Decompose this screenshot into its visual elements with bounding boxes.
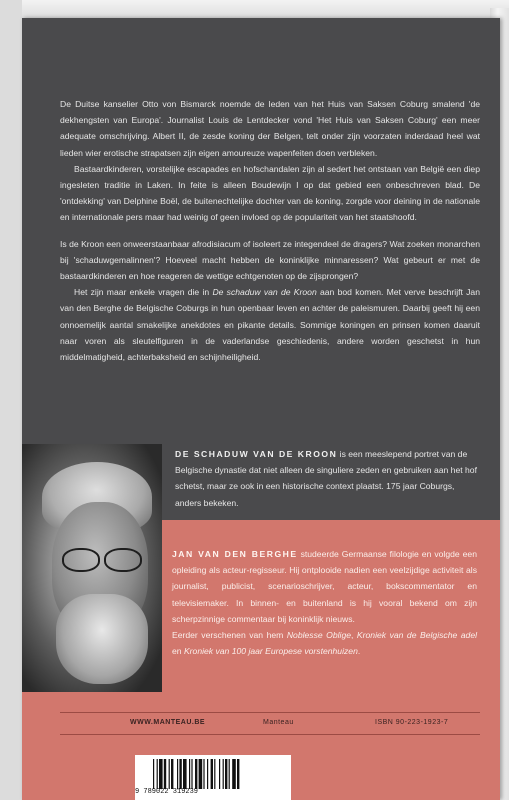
publisher-website: WWW.MANTEAU.BE bbox=[130, 719, 206, 726]
barcode-number: 9 789022 319239 bbox=[135, 788, 199, 796]
barcode-bar bbox=[232, 759, 236, 789]
barcode-bar bbox=[214, 759, 215, 789]
author-photo bbox=[22, 444, 162, 692]
blurb-paragraph-3: Is de Kroon een onweerstaanbaar afrodisiacum of isoleert ze integendeel de dragers? Wat zoeken monarchen bij 'schaduwgemalinnen'? Hoeveel macht hebben de koninklijke minnaressen? Wat gebeurt er met de bastaardkinderen en hoe reageren de wettige echtgenoten op de zijsprongen? bbox=[60, 238, 480, 282]
blurb-p4-post: aan bod komen. Met verve beschrijft Jan van den Berghe de Belgische Coburgs in hun openbaar leven en achter de paleismuren. Daarbij geeft hij een onnoemelijk aantal smakelijke anekdotes en pikante details. Sommige koningen en prinsen komen daaruit naar voren als sleutelfiguren in de vaderlandse geschiedenis, andere worden geschetst in hun middelmatigheid, achterbaksheid en schijnheiligheid. bbox=[60, 287, 480, 363]
barcode-bar bbox=[207, 759, 208, 789]
glasses-lens-right bbox=[104, 548, 142, 572]
isbn-number: ISBN 90-223-1923-7 bbox=[375, 719, 449, 726]
earlier-work-1: Noblesse Oblige bbox=[286, 630, 352, 641]
glasses-lens-left bbox=[62, 548, 100, 572]
barcode-bar bbox=[203, 759, 204, 789]
earlier-work-3: Kroniek van 100 jaar Europese vorstenhuizen bbox=[183, 646, 358, 657]
barcode-bar bbox=[225, 759, 227, 789]
barcode-bar bbox=[229, 759, 230, 789]
barcode bbox=[135, 755, 291, 800]
barcode-bar bbox=[169, 759, 170, 789]
barcode-bar bbox=[219, 759, 220, 789]
barcode-bars bbox=[153, 759, 281, 789]
barcode-bar bbox=[153, 759, 154, 789]
author-bio-text: studeerde Germaanse filologie en volgde een opleiding als acteur-regisseur. Hij ontplooide nadien een veelzijdige activiteit als journalist, publicist, scenarioschrijver, acteur, bokscommentator en televisiemaker. In binnen- en buitenland is hij vooral bekend om zijn scherpzinnige commentaar bij koninklijk nieuws. bbox=[172, 549, 477, 624]
barcode-bar bbox=[159, 759, 163, 789]
book-summary-text: is een meeslepend portret van de Belgische dynastie dat niet alleen de singuliere zeden en gebruiken aan het hof schetst, maar ze ook in een historische context plaatst. 175 jaar Coburgs, anders bekeken. bbox=[175, 449, 477, 508]
earlier-works-end: . bbox=[357, 646, 361, 657]
barcode-bar bbox=[157, 759, 158, 789]
earlier-works-label: Eerder verschenen van hem bbox=[172, 630, 287, 641]
barcode-bar bbox=[179, 759, 181, 789]
back-cover-blurb bbox=[60, 96, 480, 365]
author-name-caps: JAN VAN DEN BERGHE bbox=[172, 549, 298, 559]
barcode-bar bbox=[164, 759, 166, 789]
barcode-bar bbox=[171, 759, 173, 789]
blurb-paragraph-1: De Duitse kanselier Otto von Bismarck noemde de leden van het Huis van Saksen Coburg smalend 'de dekhengsten van Europa'. Journalist Louis de Lentdecker vond 'Het Huis van Saksen Coburg' een meer adequate omschrijving. Albert II, de zesde koning der Belgen, telt onder zijn voorzaten inderdaad heel wat lieden wier erotische strapatsen zijn eigen amoureuze wapenfeiten doen verbleken. bbox=[60, 99, 480, 158]
blurb-paragraph-2: Bastaardkinderen, vorstelijke escapades en hofschandalen zijn al sedert het ontstaan van België een diep ingesleten traditie in Laken. In feite is alleen Boudewijn I op dat gebied een onbeschreven blad. De 'ontdekking' van Delphine Boël, de buitenechtelijke dochter van de koning, zorgde voor deining in de nationale en internationale pers maar had weinig of geen invloed op de populariteit van het staatshoofd. bbox=[60, 163, 480, 223]
author-bio bbox=[172, 546, 477, 659]
book-summary bbox=[175, 446, 480, 511]
book-title-caps: DE SCHADUW VAN DE KROON bbox=[175, 449, 338, 459]
barcode-bar bbox=[195, 759, 197, 789]
footer-rule-bottom bbox=[60, 734, 480, 735]
barcode-bar bbox=[199, 759, 203, 789]
author-beard bbox=[56, 594, 148, 684]
earlier-works-sep-2: en bbox=[172, 646, 184, 657]
barcode-bar bbox=[177, 759, 178, 789]
barcode-bar bbox=[211, 759, 213, 789]
blurb-paragraph-4 bbox=[60, 284, 480, 365]
barcode-bar bbox=[223, 759, 224, 789]
book-top-edge bbox=[22, 0, 509, 18]
barcode-bar bbox=[189, 759, 190, 789]
publisher-name: Manteau bbox=[263, 719, 294, 726]
earlier-works-sep-1: , bbox=[351, 630, 357, 641]
footer-rule-top bbox=[60, 712, 480, 713]
earlier-work-2: Kroniek van de Belgische adel bbox=[356, 630, 478, 641]
book-title-inline: De schaduw van de Kroon bbox=[212, 287, 317, 298]
barcode-bar bbox=[183, 759, 187, 789]
blurb-p4-pre: Het zijn maar enkele vragen die in bbox=[74, 287, 213, 298]
barcode-bar bbox=[191, 759, 192, 789]
barcode-bar bbox=[237, 759, 239, 789]
author-glasses bbox=[58, 548, 146, 570]
